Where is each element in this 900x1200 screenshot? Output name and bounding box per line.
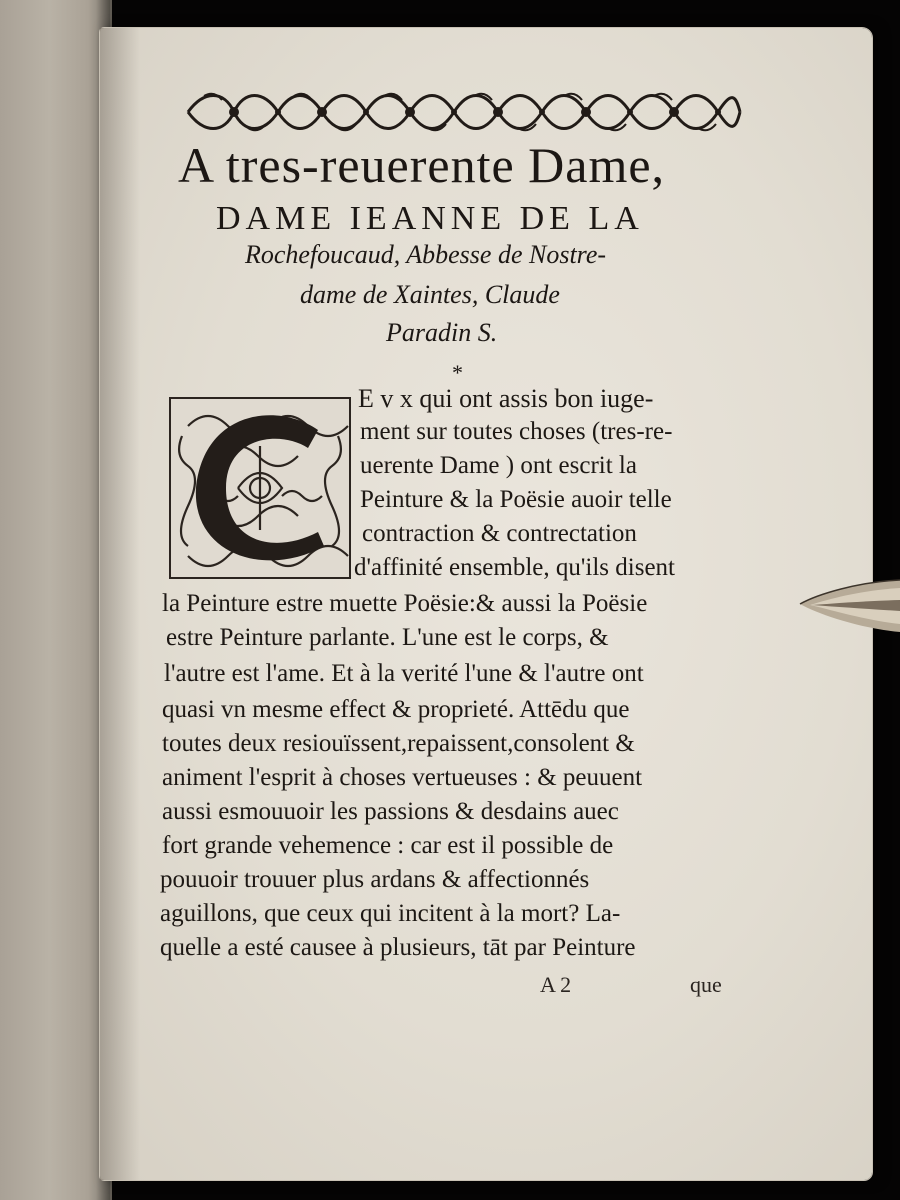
headpiece-ornament (184, 86, 744, 138)
body-line: E v x qui ont assis bon iuge- (358, 384, 654, 413)
body-line: l'autre est l'ame. Et à la verité l'une & l'autre ont (164, 660, 644, 687)
page-holder-pointer (798, 574, 900, 638)
body-line: estre Peinture parlante. L'une est le corps, & (166, 624, 609, 651)
signature-mark: A 2 (540, 972, 572, 997)
body-line: pouuoir trouuer plus ardans & affectionnés (160, 866, 590, 893)
title-line-2: DAME IEANNE DE LA (216, 200, 644, 237)
body-line: la Peinture estre muette Poësie:& aussi la Poësie (162, 590, 648, 617)
body-line: quasi vn mesme effect & proprieté. Attēdu que (162, 696, 630, 723)
body-line: contraction & contrectation (362, 520, 637, 547)
decorated-initial-c (168, 396, 352, 580)
left-page-edge (0, 0, 112, 1200)
body-line: Peinture & la Poësie auoir telle (360, 486, 672, 513)
body-line: aguillons, que ceux qui incitent à la mort? La- (160, 900, 621, 927)
title-line-3: Rochefoucaud, Abbesse de Nostre- (245, 240, 607, 269)
body-line: quelle a esté causee à plusieurs, tāt par Peinture (160, 934, 636, 961)
body-line: ment sur toutes choses (tres-re- (360, 418, 673, 445)
body-line: toutes deux resiouïssent,repaissent,consolent & (162, 730, 635, 757)
catchword: que (690, 972, 722, 997)
body-line: aussi esmouuoir les passions & desdains auec (162, 798, 619, 825)
gutter-shadow (100, 28, 140, 1180)
body-line: d'affinité ensemble, qu'ils disent (354, 554, 675, 581)
title-line-5: Paradin S. (386, 318, 498, 347)
body-line: uerente Dame ) ont escrit la (360, 452, 637, 479)
body-line: fort grande vehemence : car est il possible de (162, 832, 614, 859)
body-line: animent l'esprit à choses vertueuses : & peuuent (162, 764, 643, 791)
asterisk-mark: * (452, 360, 463, 385)
title-line-4: dame de Xaintes, Claude (300, 280, 560, 309)
title-line-1: A tres-reuerente Dame, (178, 137, 666, 193)
